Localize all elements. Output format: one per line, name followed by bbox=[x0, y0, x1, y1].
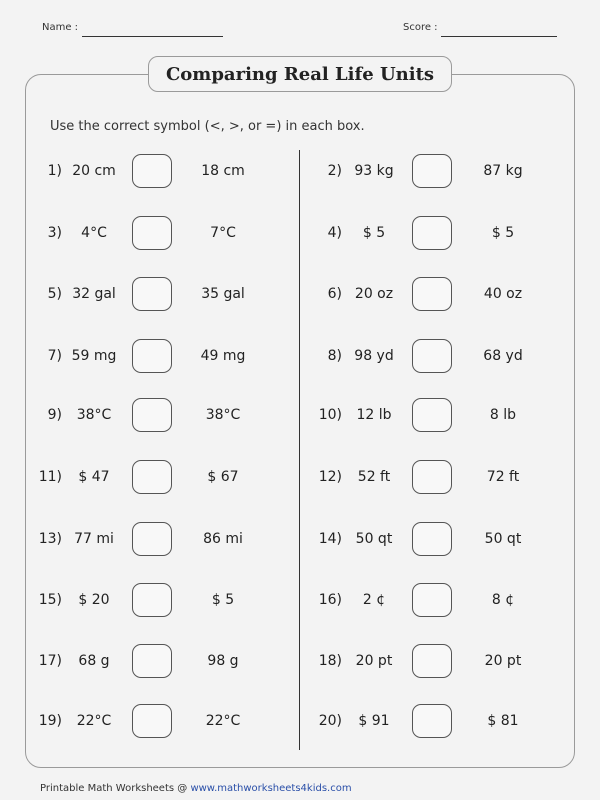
answer-box[interactable] bbox=[412, 154, 452, 188]
answer-box[interactable] bbox=[412, 277, 452, 311]
problem-number: 5) bbox=[47, 286, 62, 302]
left-quantity: 32 gal bbox=[72, 286, 116, 302]
answer-box[interactable] bbox=[132, 644, 172, 678]
right-quantity: 68 yd bbox=[483, 348, 523, 364]
right-quantity: $ 67 bbox=[207, 469, 239, 485]
problem-row bbox=[310, 339, 550, 375]
problem-row bbox=[310, 522, 550, 558]
answer-box[interactable] bbox=[132, 216, 172, 250]
left-quantity: $ 47 bbox=[78, 469, 110, 485]
problem-number: 9) bbox=[47, 407, 62, 423]
right-quantity: $ 81 bbox=[487, 713, 519, 729]
answer-box[interactable] bbox=[132, 583, 172, 617]
answer-box[interactable] bbox=[412, 704, 452, 738]
right-quantity: 38°C bbox=[205, 407, 241, 423]
right-quantity: 98 g bbox=[207, 653, 239, 669]
left-quantity: 22°C bbox=[76, 713, 112, 729]
problem-row bbox=[30, 398, 270, 434]
problem-row bbox=[30, 522, 270, 558]
left-quantity: 77 mi bbox=[74, 531, 114, 547]
problem-row bbox=[310, 154, 550, 190]
left-quantity: 20 cm bbox=[72, 163, 116, 179]
answer-box[interactable] bbox=[132, 398, 172, 432]
left-quantity: 52 ft bbox=[357, 469, 391, 485]
right-quantity: 20 pt bbox=[484, 653, 522, 669]
problem-row bbox=[30, 277, 270, 313]
problem-number: 18) bbox=[318, 653, 342, 669]
problem-row bbox=[310, 460, 550, 496]
left-quantity: 12 lb bbox=[356, 407, 392, 423]
footer-text: Printable Math Worksheets @ bbox=[40, 783, 191, 794]
answer-box[interactable] bbox=[412, 398, 452, 432]
problem-number: 7) bbox=[47, 348, 62, 364]
answer-box[interactable] bbox=[132, 154, 172, 188]
problem-number: 2) bbox=[327, 163, 342, 179]
left-quantity: 2 ¢ bbox=[362, 592, 386, 608]
problem-number: 17) bbox=[38, 653, 62, 669]
score-label: Score : bbox=[403, 22, 438, 33]
problem-number: 20) bbox=[318, 713, 342, 729]
left-quantity: 59 mg bbox=[71, 348, 117, 364]
right-quantity: 86 mi bbox=[203, 531, 243, 547]
problem-row bbox=[310, 583, 550, 619]
problem-row bbox=[30, 644, 270, 680]
left-quantity: 20 oz bbox=[354, 286, 394, 302]
problem-row bbox=[310, 398, 550, 434]
problem-number: 8) bbox=[327, 348, 342, 364]
problem-number: 6) bbox=[327, 286, 342, 302]
left-quantity: $ 20 bbox=[78, 592, 110, 608]
problem-number: 13) bbox=[38, 531, 62, 547]
footer bbox=[40, 783, 352, 794]
problem-row bbox=[310, 216, 550, 252]
answer-box[interactable] bbox=[412, 644, 452, 678]
left-quantity: $ 5 bbox=[362, 225, 386, 241]
problem-row bbox=[30, 339, 270, 375]
problem-number: 10) bbox=[318, 407, 342, 423]
problem-number: 15) bbox=[38, 592, 62, 608]
problem-row bbox=[30, 154, 270, 190]
name-line[interactable] bbox=[82, 36, 223, 37]
answer-box[interactable] bbox=[132, 277, 172, 311]
problem-row bbox=[310, 704, 550, 740]
footer-url[interactable]: www.mathworksheets4kids.com bbox=[190, 783, 352, 794]
problem-number: 12) bbox=[318, 469, 342, 485]
worksheet-title: Comparing Real Life Units bbox=[148, 56, 452, 92]
right-quantity: $ 5 bbox=[211, 592, 235, 608]
right-quantity: 35 gal bbox=[201, 286, 245, 302]
left-quantity: 93 kg bbox=[354, 163, 394, 179]
name-label: Name : bbox=[42, 22, 79, 33]
left-quantity: 4°C bbox=[81, 225, 107, 241]
right-quantity: 87 kg bbox=[483, 163, 523, 179]
problem-row bbox=[30, 460, 270, 496]
answer-box[interactable] bbox=[132, 339, 172, 373]
answer-box[interactable] bbox=[412, 460, 452, 494]
problem-number: 3) bbox=[47, 225, 62, 241]
answer-box[interactable] bbox=[132, 522, 172, 556]
score-line[interactable] bbox=[441, 36, 557, 37]
left-quantity: 98 yd bbox=[354, 348, 394, 364]
problem-row bbox=[30, 583, 270, 619]
right-quantity: $ 5 bbox=[491, 225, 515, 241]
problem-number: 19) bbox=[38, 713, 62, 729]
answer-box[interactable] bbox=[412, 583, 452, 617]
answer-box[interactable] bbox=[132, 460, 172, 494]
problem-number: 1) bbox=[47, 163, 62, 179]
right-quantity: 7°C bbox=[210, 225, 236, 241]
right-quantity: 18 cm bbox=[201, 163, 245, 179]
problem-row bbox=[30, 704, 270, 740]
instruction-text: Use the correct symbol (<, >, or =) in each box. bbox=[50, 119, 365, 134]
left-quantity: 50 qt bbox=[355, 531, 393, 547]
left-quantity: 38°C bbox=[76, 407, 112, 423]
column-divider bbox=[299, 150, 300, 750]
problem-number: 4) bbox=[327, 225, 342, 241]
right-quantity: 72 ft bbox=[486, 469, 520, 485]
problem-number: 11) bbox=[38, 469, 62, 485]
problem-row bbox=[310, 644, 550, 680]
answer-box[interactable] bbox=[412, 522, 452, 556]
left-quantity: 68 g bbox=[78, 653, 110, 669]
problem-row bbox=[30, 216, 270, 252]
answer-box[interactable] bbox=[412, 216, 452, 250]
right-quantity: 49 mg bbox=[200, 348, 246, 364]
problem-number: 16) bbox=[318, 592, 342, 608]
right-quantity: 8 ¢ bbox=[491, 592, 515, 608]
left-quantity: $ 91 bbox=[358, 713, 390, 729]
left-quantity: 20 pt bbox=[355, 653, 393, 669]
answer-box[interactable] bbox=[412, 339, 452, 373]
right-quantity: 50 qt bbox=[484, 531, 522, 547]
right-quantity: 40 oz bbox=[483, 286, 523, 302]
problem-row bbox=[310, 277, 550, 313]
answer-box[interactable] bbox=[132, 704, 172, 738]
right-quantity: 8 lb bbox=[489, 407, 517, 423]
right-quantity: 22°C bbox=[205, 713, 241, 729]
problem-number: 14) bbox=[318, 531, 342, 547]
